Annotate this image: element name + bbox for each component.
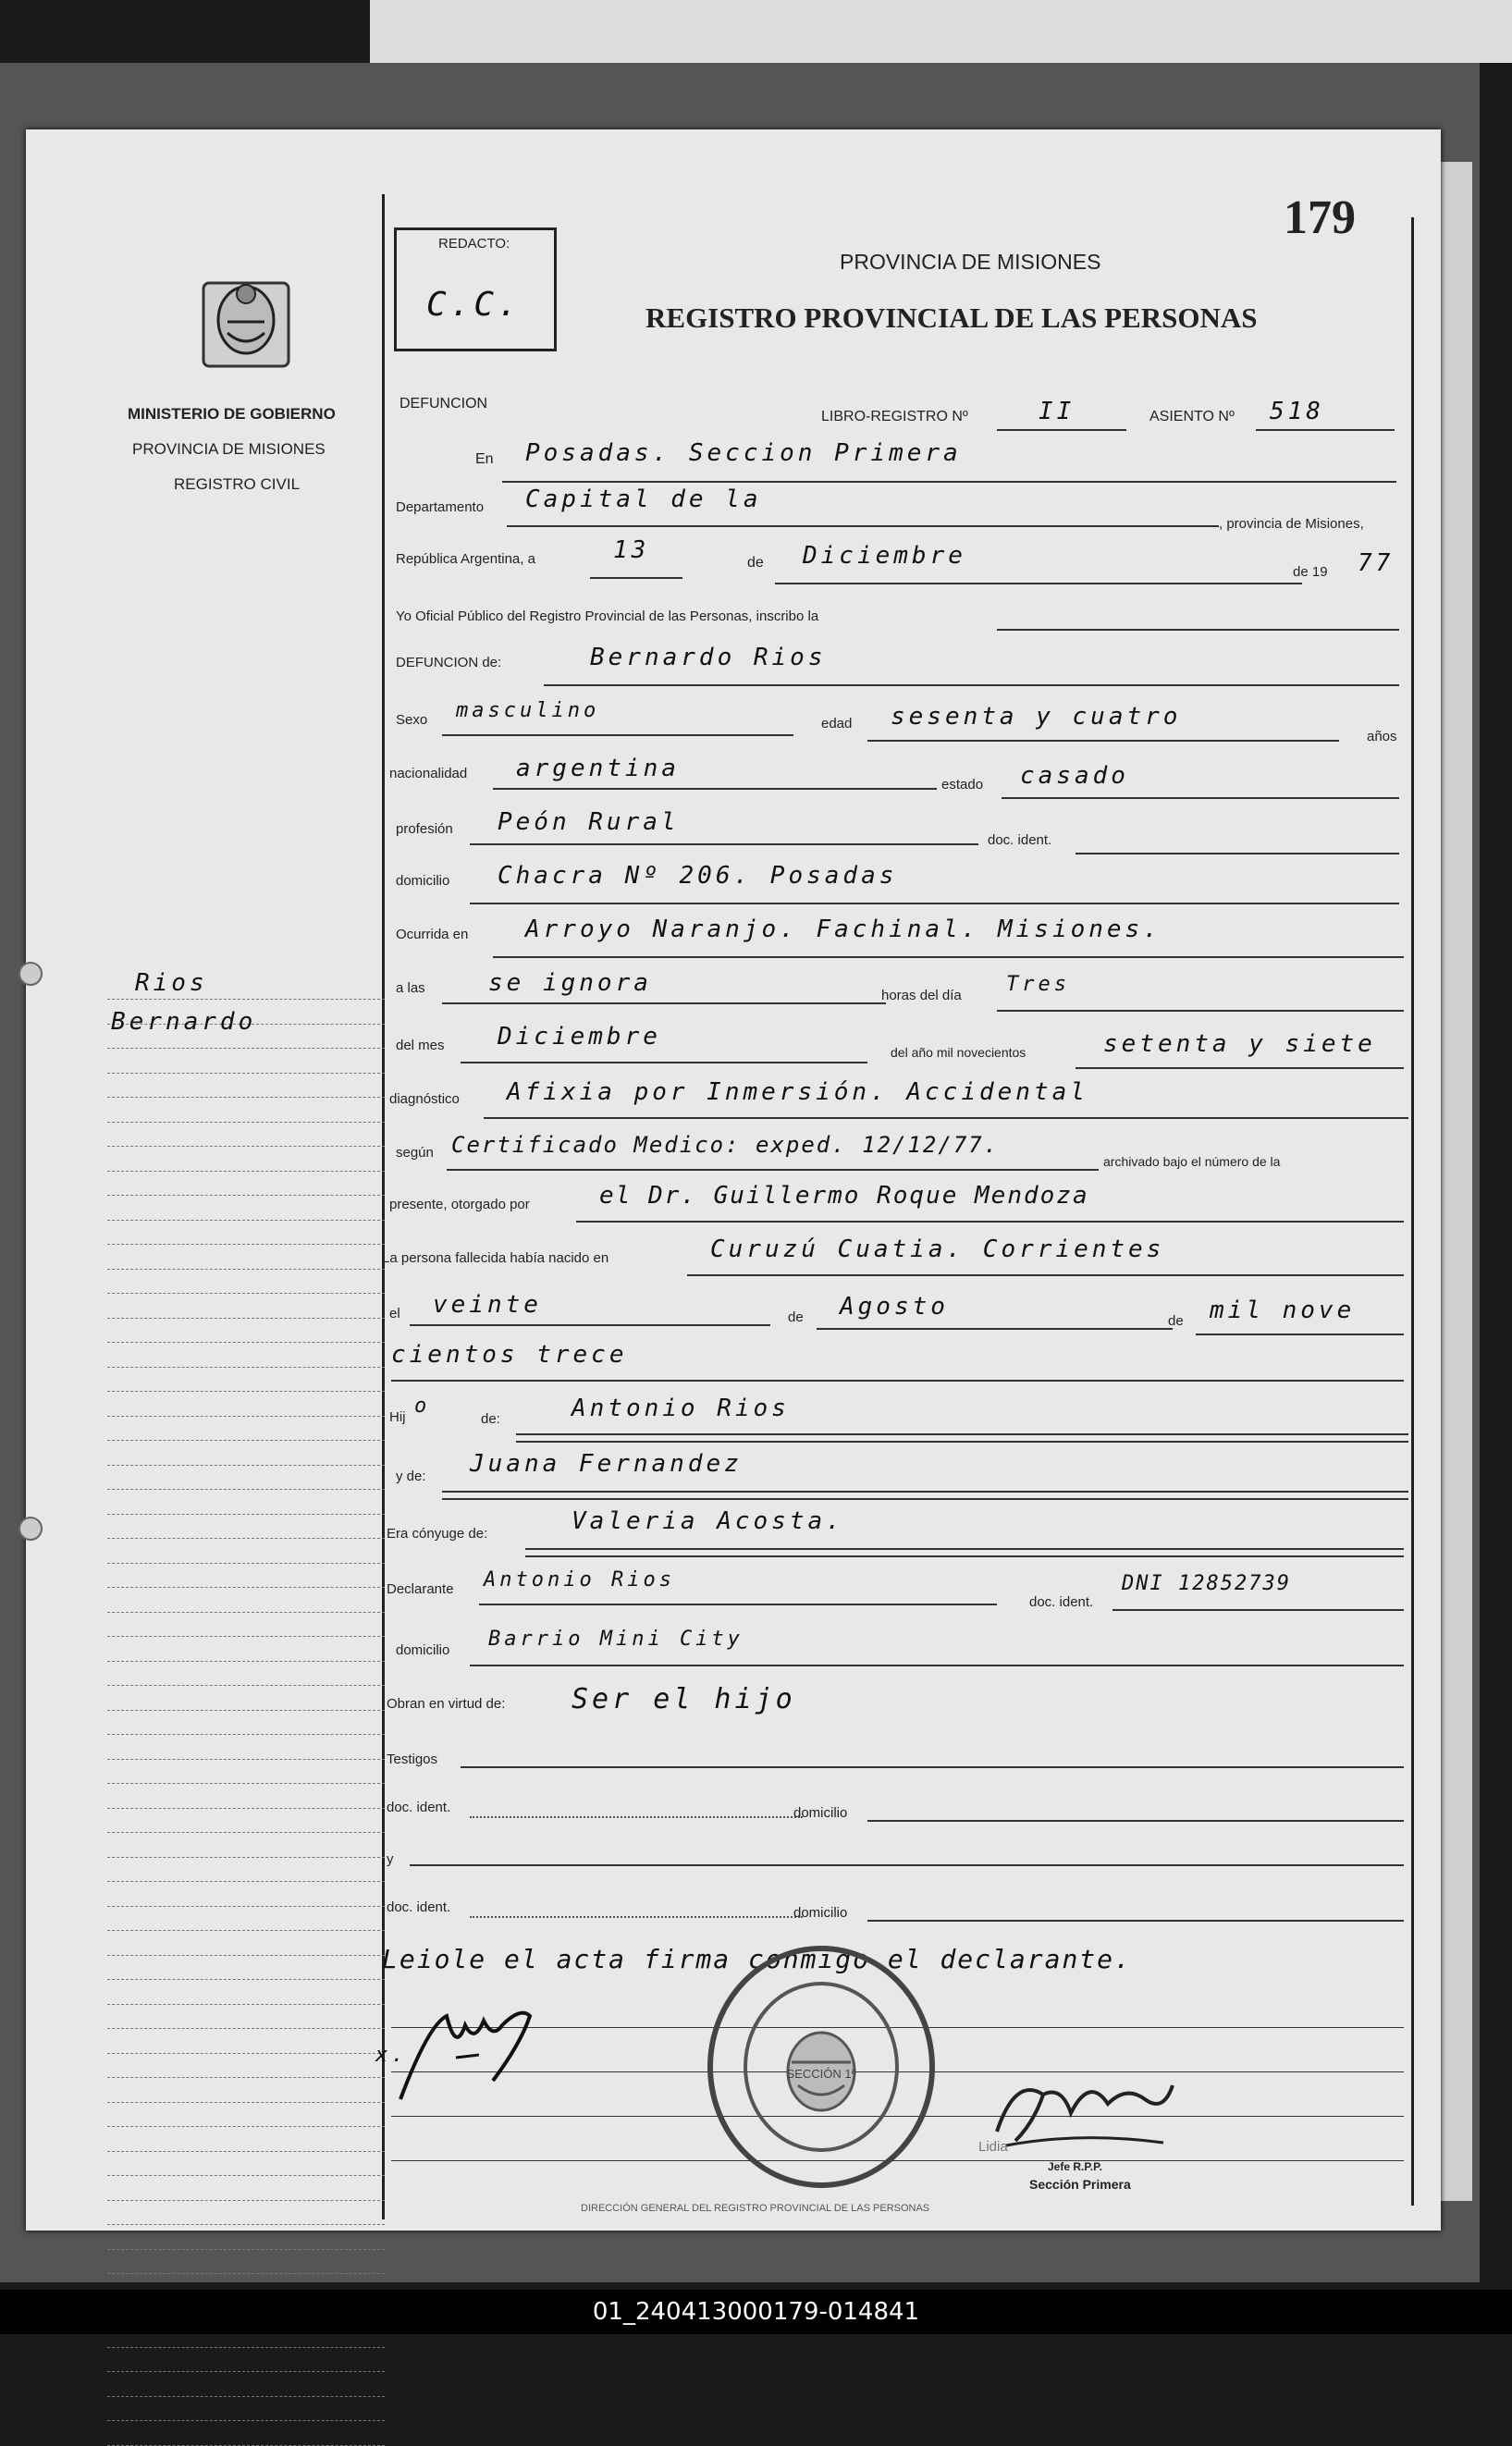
declarante-doc-line: [1112, 1609, 1404, 1611]
profesion-value: Peón Rural: [498, 808, 680, 836]
declarant-signature-icon: [391, 1988, 576, 2108]
background-gap: [370, 0, 1512, 63]
estado-line: [1002, 797, 1399, 799]
declarante-domicilio-value: Barrio Mini City: [488, 1628, 744, 1651]
margin-ruled-line: [107, 1685, 385, 1686]
sexo-line: [442, 734, 793, 736]
margin-ruled-line: [107, 1440, 385, 1441]
padre-line-double: [516, 1441, 1408, 1443]
presente-line: [576, 1221, 1404, 1223]
dia-line: [590, 577, 682, 579]
registry-heading: REGISTRO PROVINCIAL DE LAS PERSONAS: [645, 301, 1258, 334]
doc-ident-line: [1076, 853, 1399, 854]
margin-surname: Rios: [135, 969, 208, 997]
province-label: PROVINCIA DE MISIONES: [132, 440, 326, 458]
margin-ruled-line: [107, 1171, 385, 1172]
margin-ruled-line: [107, 2249, 385, 2250]
redacto-box: [394, 227, 557, 351]
ocurrida-line: [493, 956, 1404, 958]
libro-label: LIBRO-REGISTRO Nº: [821, 409, 968, 424]
edad-value: sesenta y cuatro: [891, 703, 1182, 731]
testigo2-domicilio-line: [867, 1920, 1404, 1922]
margin-ruled-line: [107, 2224, 385, 2225]
madre-line-double: [442, 1498, 1408, 1500]
ano-continuation-value: cientos trece: [391, 1341, 628, 1369]
margin-ruled-line: [107, 1734, 385, 1735]
a-las-label: a las: [396, 980, 425, 996]
edad-label: edad: [821, 716, 853, 731]
edad-line: [867, 740, 1339, 742]
margin-ruled-line: [107, 2053, 385, 2054]
ano-value: 77: [1358, 549, 1395, 577]
yo-oficial-line: [997, 629, 1399, 631]
margin-ruled-line: [107, 1979, 385, 1980]
margin-ruled-line: [107, 1269, 385, 1270]
de-ano-label: de: [1168, 1313, 1184, 1329]
profesion-line: [470, 843, 978, 845]
province-heading: PROVINCIA DE MISIONES: [840, 250, 1101, 274]
closing-text: Leiole el acta firma conmigo el declarante.: [382, 1944, 1132, 1974]
redacto-value: C.C.: [426, 286, 522, 324]
domicilio-line: [470, 903, 1399, 904]
sexo-label: Sexo: [396, 712, 428, 728]
de-ano-value: mil nove: [1210, 1297, 1356, 1324]
de-ano-line: [1196, 1334, 1404, 1335]
seal-center-text: SECCIÓN 1ª: [786, 2067, 856, 2081]
margin-ruled-line: [107, 999, 385, 1000]
nacionalidad-line: [493, 788, 937, 790]
coat-of-arms-icon: [191, 266, 301, 377]
padre-line: [516, 1433, 1408, 1435]
obran-label: Obran en virtud de:: [387, 1696, 506, 1712]
margin-ruled-line: [107, 1416, 385, 1417]
y-label: y: [387, 1851, 394, 1867]
margin-ruled-line: [107, 1391, 385, 1392]
margin-line: [382, 194, 385, 2219]
official-section: Sección Primera: [1029, 2177, 1131, 2192]
left-signature-mark: x.: [375, 2044, 408, 2067]
en-label: En: [475, 451, 494, 467]
libro-value: II: [1039, 398, 1076, 425]
anos-label: años: [1367, 729, 1397, 744]
y-de-label: y de:: [396, 1469, 426, 1484]
de-mes-label: de: [788, 1309, 804, 1325]
margin-given-name: Bernardo: [111, 1008, 257, 1036]
yo-oficial-text: Yo Oficial Público del Registro Provincial de las Personas, inscribo la: [396, 608, 819, 624]
margin-ruled-line: [107, 2102, 385, 2103]
del-ano-line: [1076, 1067, 1404, 1069]
margin-ruled-line: [107, 2396, 385, 2397]
margin-ruled-line: [107, 1759, 385, 1760]
margin-ruled-line: [107, 1661, 385, 1662]
margin-ruled-line: [107, 1881, 385, 1882]
margin-ruled-line: [107, 2126, 385, 2127]
archivado-label: archivado bajo el número de la: [1103, 1154, 1281, 1169]
nombre-value: Bernardo Rios: [590, 644, 827, 671]
margin-ruled-line: [107, 1465, 385, 1466]
testigo2-domicilio-label: domicilio: [793, 1905, 848, 1921]
conyuge-label: Era cónyuge de:: [387, 1526, 488, 1542]
republica-label: República Argentina, a: [396, 551, 535, 567]
de-mes-value: Agosto: [840, 1293, 949, 1321]
margin-ruled-line: [107, 1220, 385, 1221]
continuation-line: [391, 1380, 1404, 1382]
padre-value: Antonio Rios: [572, 1395, 790, 1422]
margin-ruled-line: [107, 1808, 385, 1809]
redacto-label: REDACTO:: [438, 236, 510, 252]
margin-ruled-line: [107, 1832, 385, 1833]
defuncion-de-label: DEFUNCION de:: [396, 655, 502, 670]
diagnostico-label: diagnóstico: [389, 1091, 460, 1107]
asiento-label: ASIENTO Nº: [1149, 409, 1235, 424]
margin-ruled-line: [107, 1489, 385, 1490]
conyuge-line: [525, 1548, 1404, 1550]
declarante-value: Antonio Rios: [484, 1568, 675, 1592]
margin-ruled-line: [107, 1122, 385, 1123]
segun-label: según: [396, 1145, 434, 1161]
margin-ruled-line: [107, 1710, 385, 1711]
sexo-value: masculino: [456, 699, 600, 722]
ministry-label: MINISTERIO DE GOBIERNO: [128, 405, 336, 423]
del-mes-value: Diciembre: [498, 1023, 661, 1051]
margin-ruled-line: [107, 1048, 385, 1049]
departamento-label: Departamento: [396, 499, 485, 515]
testigo1-domicilio-label: domicilio: [793, 1805, 848, 1821]
image-id-footer: 01_240413000179-014841: [0, 2290, 1512, 2334]
margin-ruled-line: [107, 1906, 385, 1907]
domicilio-label: domicilio: [396, 873, 450, 889]
official-name: Lidia: [978, 2139, 1008, 2155]
defuncion-title: DEFUNCION: [400, 396, 488, 412]
del-ano-label: del año mil novecientos: [891, 1045, 1026, 1060]
horas-value: Tres: [1006, 973, 1070, 996]
margin-ruled-line: [107, 1195, 385, 1196]
de-label: de: [747, 555, 764, 571]
nacido-line: [687, 1274, 1404, 1276]
margin-ruled-line: [107, 1146, 385, 1147]
margin-ruled-line: [107, 1930, 385, 1931]
departamento-line: [507, 525, 1219, 527]
margin-ruled-line: [107, 2273, 385, 2274]
horas-line: [997, 1010, 1404, 1012]
madre-value: Juana Fernandez: [470, 1450, 743, 1478]
conyuge-line-double: [525, 1555, 1404, 1557]
margin-ruled-line: [107, 2445, 385, 2446]
conyuge-value: Valeria Acosta.: [572, 1507, 844, 1535]
doc-ident-label: doc. ident.: [988, 832, 1052, 848]
margin-ruled-line: [107, 1587, 385, 1588]
diagnostico-line: [484, 1117, 1408, 1119]
testigo1-doc-label: doc. ident.: [387, 1800, 451, 1815]
declarante-doc-value: DNI 12852739: [1122, 1572, 1291, 1595]
diagnostico-value: Afixia por Inmersión. Accidental: [507, 1078, 1088, 1106]
testigo1-domicilio-line: [867, 1820, 1404, 1822]
segun-value: Certificado Medico: exped. 12/12/77.: [451, 1132, 1000, 1158]
margin-ruled-line: [107, 2371, 385, 2372]
a-las-value: se ignora: [488, 969, 652, 997]
domicilio-value: Chacra Nº 206. Posadas: [498, 862, 898, 890]
estado-value: casado: [1020, 762, 1129, 790]
declarante-domicilio-label: domicilio: [396, 1642, 450, 1658]
margin-ruled-line: [107, 1367, 385, 1368]
page-number: 179: [1284, 191, 1356, 244]
nombre-line: [544, 684, 1399, 686]
declarante-line: [479, 1604, 997, 1605]
seal-ring-text: DIRECCIÓN GENERAL DEL REGISTRO PROVINCIAL DE LAS PERSONAS: [581, 2203, 930, 2214]
testigo2-doc-line: [470, 1916, 803, 1918]
asiento-value: 518: [1270, 398, 1324, 425]
a-las-line: [442, 1002, 886, 1004]
margin-ruled-line: [107, 1636, 385, 1637]
testigo1-doc-line: [470, 1816, 803, 1818]
declarante-label: Declarante: [387, 1581, 454, 1597]
margin-ruled-line: [107, 1342, 385, 1343]
margin-ruled-line: [107, 1293, 385, 1294]
civil-registry-label: REGISTRO CIVIL: [174, 475, 301, 493]
binding-hole: [18, 962, 43, 986]
margin-ruled-line: [107, 2077, 385, 2078]
del-ano-value: setenta y siete: [1103, 1030, 1376, 1058]
del-mes-line: [461, 1062, 867, 1063]
el-value: veinte: [433, 1291, 542, 1319]
dia-value: 13: [613, 536, 650, 564]
register-page: [26, 129, 1441, 2231]
margin-ruled-line: [107, 1783, 385, 1784]
estado-label: estado: [941, 777, 984, 793]
margin-ruled-line: [107, 2004, 385, 2005]
testigo2-line: [410, 1864, 1404, 1866]
margin-ruled-line: [107, 1318, 385, 1319]
nacido-label: La persona fallecida había nacido en: [382, 1250, 609, 1266]
horas-label: horas del día: [881, 988, 962, 1003]
nacionalidad-label: nacionalidad: [389, 766, 468, 781]
margin-ruled-line: [107, 2028, 385, 2029]
margin-ruled-line: [107, 1244, 385, 1245]
margin-ruled-line: [107, 2347, 385, 2348]
mes-value: Diciembre: [803, 542, 966, 570]
el-label: el: [389, 1306, 400, 1321]
margin-ruled-line: [107, 1514, 385, 1515]
departamento-value: Capital de la: [525, 486, 762, 513]
official-title: Jefe R.P.P.: [1048, 2160, 1102, 2173]
madre-line: [442, 1491, 1408, 1493]
margin-ruled-line: [107, 1097, 385, 1098]
de-mes-line: [817, 1328, 1173, 1330]
declarante-doc-label: doc. ident.: [1029, 1594, 1094, 1610]
ocurrida-label: Ocurrida en: [396, 927, 469, 942]
margin-ruled-line: [107, 1073, 385, 1074]
right-border-line: [1411, 217, 1414, 2206]
hij-suffix-value: o: [414, 1395, 431, 1418]
hij-de-label: de:: [481, 1411, 500, 1427]
testigos-line: [461, 1766, 1404, 1768]
margin-ruled-line: [107, 1955, 385, 1956]
declarante-domicilio-line: [470, 1665, 1404, 1666]
ocurrida-value: Arroyo Naranjo. Fachinal. Misiones.: [525, 916, 1162, 943]
official-signature-icon: [978, 2058, 1191, 2169]
binding-hole: [18, 1517, 43, 1541]
margin-ruled-line: [107, 2200, 385, 2201]
margin-ruled-line: [107, 2420, 385, 2421]
del-mes-label: del mes: [396, 1038, 445, 1053]
provincia-label: , provincia de Misiones,: [1219, 516, 1364, 532]
testigo2-doc-label: doc. ident.: [387, 1899, 451, 1915]
presente-label: presente, otorgado por: [389, 1197, 530, 1212]
testigos-label: Testigos: [387, 1752, 438, 1767]
mes-line: [775, 583, 1302, 584]
otorgado-value: el Dr. Guillermo Roque Mendoza: [599, 1182, 1089, 1210]
profesion-label: profesión: [396, 821, 453, 837]
hij-label: Hij: [389, 1409, 406, 1425]
margin-ruled-line: [107, 2175, 385, 2176]
margin-ruled-line: [107, 1857, 385, 1858]
margin-ruled-line: [107, 1563, 385, 1564]
libro-line: [997, 429, 1126, 431]
segun-line: [447, 1169, 1099, 1171]
margin-ruled-line: [107, 1538, 385, 1539]
en-line: [502, 481, 1396, 483]
margin-ruled-line: [107, 1612, 385, 1613]
obran-value: Ser el hijo: [572, 1683, 796, 1715]
nacionalidad-value: argentina: [516, 755, 680, 782]
en-value: Posadas. Seccion Primera: [525, 439, 962, 467]
nacido-value: Curuzú Cuatia. Corrientes: [710, 1235, 1165, 1263]
asiento-line: [1256, 429, 1395, 431]
el-line: [410, 1324, 770, 1326]
de-19-label: de 19: [1293, 564, 1328, 580]
margin-ruled-line: [107, 2151, 385, 2152]
